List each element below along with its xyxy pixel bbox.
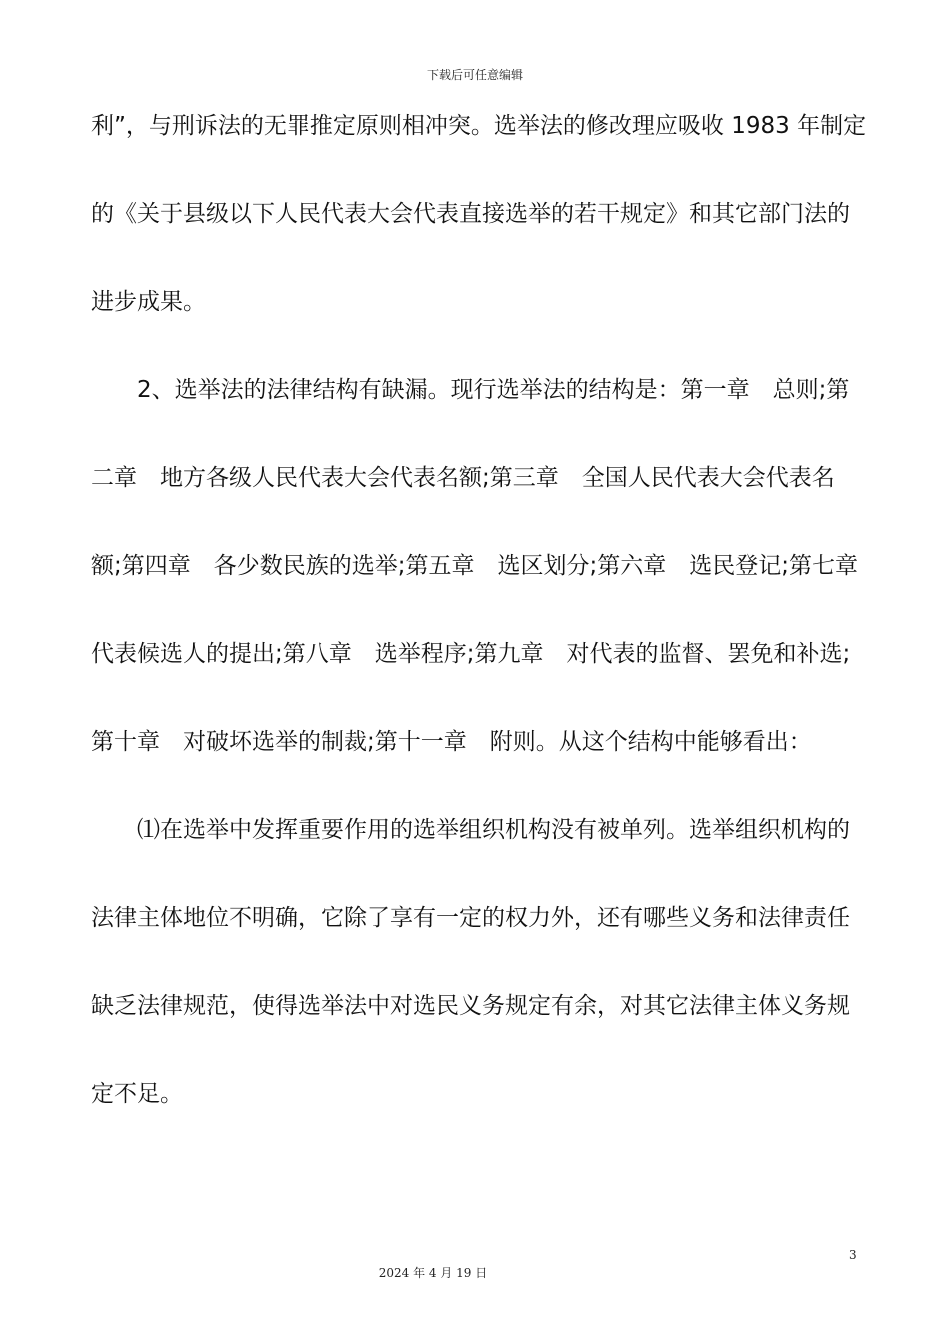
document-body: [91, 104, 867, 1160]
body-line: 代表候选人的提出;第八章 选举程序;第九章 对代表的监督、罢免和补选;: [91, 641, 851, 667]
body-line: 进步成果。: [91, 289, 206, 315]
body-line: 第十章 对破坏选举的制裁;第十一章 附则。从这个结构中能够看出：: [91, 729, 812, 755]
body-line: ⑴在选举中发挥重要作用的选举组织机构没有被单列。选举组织机构的: [137, 817, 850, 843]
footer-date: 2024 年 4 月 19 日: [378, 1266, 488, 1280]
body-line: 法律主体地位不明确，它除了享有一定的权力外，还有哪些义务和法律责任: [91, 905, 850, 931]
body-line: 的《关于县级以下人民代表大会代表直接选举的若干规定》和其它部门法的: [91, 201, 850, 227]
body-line: 2、选举法的法律结构有缺漏。现行选举法的结构是：第一章 总则;第: [137, 377, 850, 403]
header-note: 下载后可任意编辑: [426, 68, 523, 82]
page-number: 3: [849, 1248, 857, 1262]
body-line: 利”，与刑诉法的无罪推定原则相冲突。选举法的修改理应吸收 1983 年制定: [91, 113, 867, 139]
body-line: 额;第四章 各少数民族的选举;第五章 选区划分;第六章 选民登记;第七章: [91, 553, 858, 579]
body-line: 缺乏法律规范，使得选举法中对选民义务规定有余，对其它法律主体义务规: [91, 993, 850, 1019]
body-line: 定不足。: [91, 1081, 183, 1107]
body-line: 二章 地方各级人民代表大会代表名额;第三章 全国人民代表大会代表名: [91, 465, 835, 491]
